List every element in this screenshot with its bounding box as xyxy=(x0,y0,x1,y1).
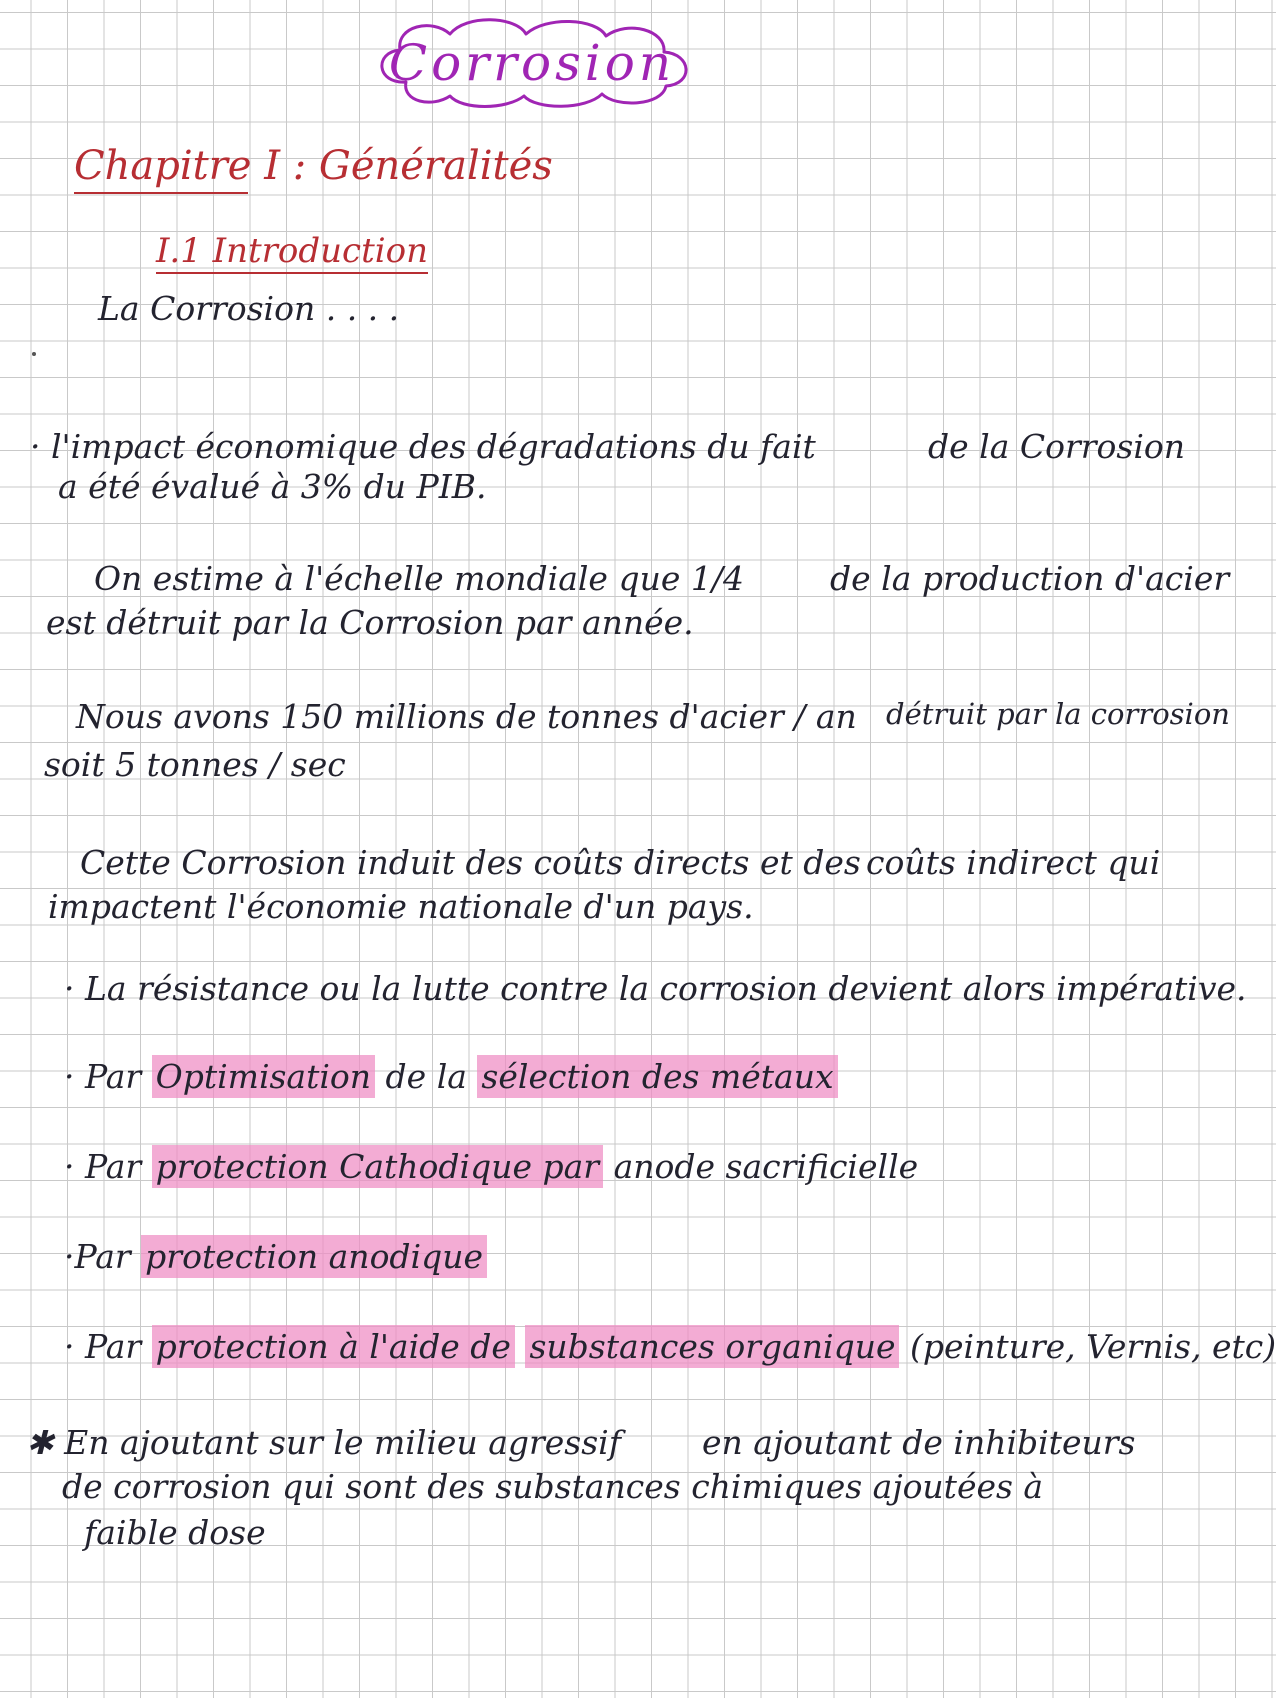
highlight: substances organique xyxy=(525,1325,899,1368)
footer-line3: faible dose xyxy=(84,1513,266,1552)
highlight: protection à l'aide de xyxy=(152,1325,515,1368)
highlight: protection anodique xyxy=(141,1235,487,1278)
title-cloud xyxy=(366,12,698,110)
highlight: Optimisation xyxy=(152,1055,375,1098)
p2-line1b: de la production d'acier xyxy=(830,559,1230,598)
bullet-prefix: · Par xyxy=(64,1327,142,1366)
footer-line2: de corrosion qui sont des substances chimiques ajoutées à xyxy=(62,1467,1044,1506)
p5-line: · La résistance ou la lutte contre la corrosion devient alors impérative. xyxy=(64,969,1247,1008)
p3-line2: soit 5 tonnes / sec xyxy=(44,745,346,784)
bullet-prefix: · Par xyxy=(64,1057,142,1096)
bullet-2 xyxy=(64,1147,919,1186)
p4-line2: impactent l'économie nationale d'un pays. xyxy=(48,887,754,926)
chapter-underline xyxy=(74,192,248,194)
bullet-text: (peinture, Vernis, etc) xyxy=(909,1327,1276,1366)
bullet-1 xyxy=(64,1057,838,1096)
bullet-3 xyxy=(64,1237,487,1276)
p2-line2: est détruit par la Corrosion par année. xyxy=(46,603,694,642)
p1-line2: a été évalué à 3% du PIB. xyxy=(58,467,487,506)
p2-line1a: On estime à l'échelle mondiale que 1/4 xyxy=(94,559,744,598)
footer-line1a: ✱ En ajoutant sur le milieu agressif xyxy=(26,1423,621,1462)
bullet-text: anode sacrificielle xyxy=(613,1147,919,1186)
highlight: sélection des métaux xyxy=(477,1055,837,1098)
bullet-prefix: ·Par xyxy=(64,1237,131,1276)
intro-text: La Corrosion . . . . xyxy=(98,289,400,328)
p1-line1a: · l'impact économique des dégradations du fait xyxy=(30,427,816,466)
p4-line1a: Cette Corrosion induit des coûts directs et des xyxy=(80,843,861,882)
p3-line1a: Nous avons 150 millions de tonnes d'acier / an xyxy=(76,697,857,736)
bullet-text: de la xyxy=(385,1057,467,1096)
p1-line1b: de la Corrosion xyxy=(928,427,1186,466)
chapter-heading: Chapitre I : Généralités xyxy=(74,143,553,189)
section-heading: I.1 Introduction xyxy=(156,234,428,274)
footer-line1b: en ajoutant de inhibiteurs xyxy=(702,1423,1136,1462)
p4-line1b: coûts indirect qui xyxy=(866,843,1161,882)
p3-line1b: détruit par la corrosion xyxy=(886,697,1230,731)
bullet-prefix: · Par xyxy=(64,1147,142,1186)
margin-dot xyxy=(32,352,36,356)
bullet-4 xyxy=(64,1327,1276,1366)
highlight: protection Cathodique par xyxy=(152,1145,603,1188)
page-title: Corrosion xyxy=(388,34,676,92)
